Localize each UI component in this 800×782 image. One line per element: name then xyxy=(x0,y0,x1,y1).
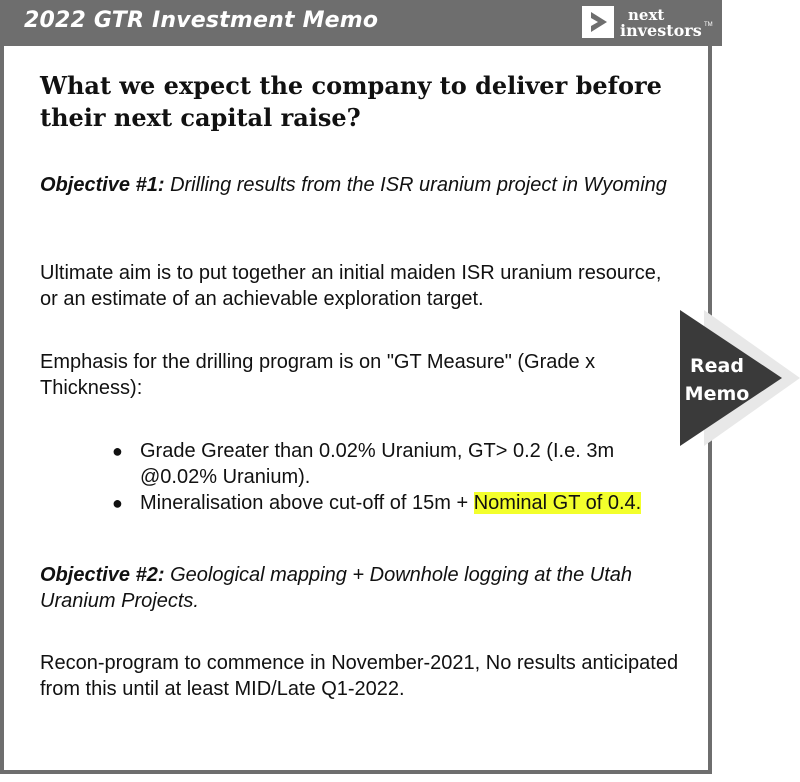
objective-1 xyxy=(40,172,680,198)
paragraph-recon: Recon-program to commence in November-2021, No results anticipated from this until at least MID/Late Q1-2022. xyxy=(40,652,679,700)
objective-1-text: Drilling results from the ISR uranium project in Wyoming xyxy=(170,174,667,196)
header-bar xyxy=(0,0,722,46)
brand-word-investors: investors xyxy=(620,21,702,40)
paragraph-aim: Ultimate aim is to put together an initial maiden ISR uranium resource, or an estimate of an achievable exploration target. xyxy=(40,262,662,310)
memo-title: 2022 GTR Investment Memo xyxy=(24,8,379,33)
highlighted-text: Nominal GT of 0.4. xyxy=(473,492,642,514)
read-memo-label[interactable] xyxy=(680,352,754,408)
bullet-icon: ● xyxy=(112,493,123,513)
list-item-text: Mineralisation above cut-off of 15m + xyxy=(140,492,469,514)
objective-1-label: Objective #1: xyxy=(40,174,165,196)
criteria-list xyxy=(108,438,668,516)
objective-2-text: Geological mapping + Downhole logging at the Utah Uranium Projects. xyxy=(40,564,633,612)
play-arrow-logo-icon xyxy=(582,6,614,38)
read-memo-line1: Read xyxy=(690,355,744,377)
list-item xyxy=(108,438,668,490)
read-memo-button[interactable] xyxy=(680,310,800,446)
memo-heading: What we expect the company to deliver before their next capital raise? xyxy=(40,71,662,132)
paragraph-emphasis: Emphasis for the drilling program is on "GT Measure" (Grade x Thickness): xyxy=(40,351,596,399)
brand-word-next: next xyxy=(628,6,665,24)
objective-2 xyxy=(40,562,680,614)
read-memo-line2: Memo xyxy=(684,383,750,405)
list-item xyxy=(108,490,668,516)
trademark-mark: TM xyxy=(704,22,713,28)
list-item-text: Grade Greater than 0.02% Uranium, GT> 0.2 (I.e. 3m @0.02% Uranium). xyxy=(140,440,615,488)
brand-logo xyxy=(582,6,716,40)
bullet-icon: ● xyxy=(112,441,123,461)
objective-2-label: Objective #2: xyxy=(40,564,165,586)
